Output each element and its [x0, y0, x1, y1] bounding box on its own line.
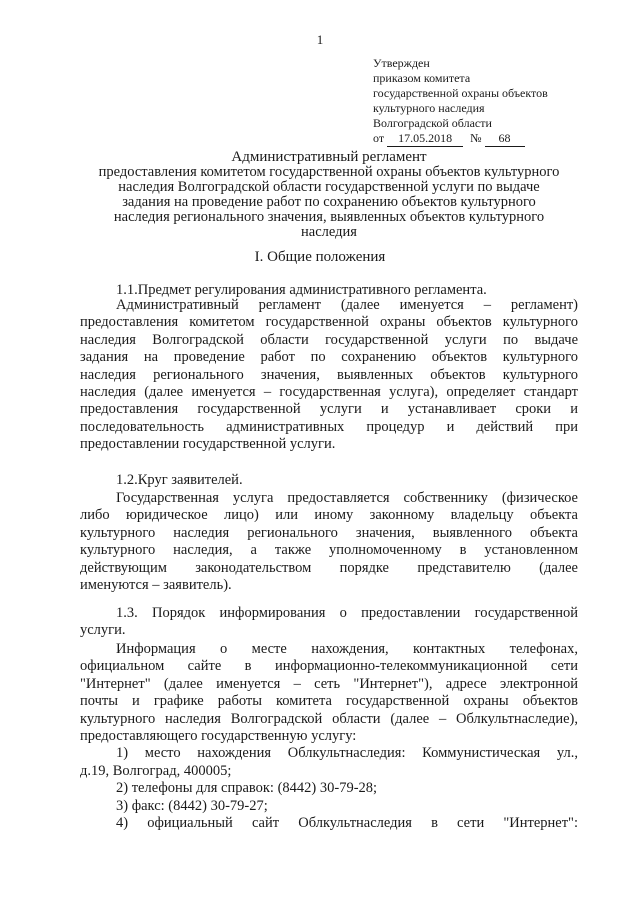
s13-line: "Интернет" (далее именуется – сеть "Интернет"), адресе электронной — [80, 675, 578, 692]
s13-line: Информация о месте нахождения, контактных телефонах, — [116, 641, 578, 657]
title-line-5: наследия регионального значения, выявленных объектов культурного — [113, 209, 545, 225]
approval-line-4: культурного наследия — [373, 101, 485, 115]
approval-line-1: Утвержден — [373, 56, 430, 70]
s12-line: культурного наследия, а также уполномоченному в установленном — [80, 542, 578, 559]
s13-line: культурного наследия Волгоградской области (далее – Облкультнаследие), — [80, 710, 578, 727]
s11-line: предоставления государственной услуги и устанавливает сроки и — [80, 401, 578, 418]
s13-heading-line-2: услуги. — [80, 622, 126, 639]
s11-line: предоставления комитетом государственной охраны объектов культурного — [80, 314, 578, 331]
s13-item-4: 4) официальный сайт Облкультнаследия в сети "Интернет": — [116, 815, 578, 832]
s11-line: предоставлении государственной услуги. — [80, 436, 336, 453]
approval-line-3: государственной охраны объектов — [373, 86, 548, 100]
approval-date: 17.05.2018 — [387, 131, 463, 147]
s13-line: предоставляющего государственную услугу: — [80, 728, 357, 745]
title-line-3: наследия Волгоградской области государственной услуги по выдаче — [118, 179, 540, 195]
s13-line: официальном сайте в информационно-телекоммуникационной сети — [80, 658, 578, 675]
date-prefix: от — [373, 131, 385, 145]
s12-line: действующим законодательством порядке представителю (далее — [80, 559, 578, 576]
approval-date-line — [373, 131, 613, 147]
document-title — [80, 150, 578, 240]
approval-stamp-block — [373, 56, 613, 147]
s13-heading — [80, 605, 578, 640]
s11-line: наследия Волгоградской области государственной услуги по выдаче — [80, 331, 578, 348]
s13-item-1-cont: д.19, Волгоград, 400005; — [80, 762, 232, 779]
s13-item-2: 2) телефоны для справок: (8442) 30-79-28; — [116, 780, 378, 797]
title-line-1: Административный регламент — [231, 149, 427, 165]
s11-paragraph — [80, 297, 578, 454]
s12-line: культурного наследия регионального значения, выявленного объекта — [80, 524, 578, 541]
approval-line-2: приказом комитета — [373, 71, 471, 85]
s12-paragraph — [80, 490, 578, 594]
number-prefix: № — [470, 131, 482, 145]
s13-heading-line-1: 1.3. Порядок информирования о предоставлении государственной — [116, 605, 578, 621]
approval-line-5: Волгоградской области — [373, 116, 492, 130]
s11-line: задания на проведение работ по сохранению объектов культурного — [80, 349, 578, 366]
section-heading: I. Общие положения — [254, 249, 386, 265]
title-line-4: задания на проведение работ по сохранению объектов культурного — [122, 194, 536, 210]
s13-item-1: 1) место нахождения Облкультнаследия: Коммунистическая ул., — [116, 745, 578, 762]
title-line-2: предоставления комитетом государственной охраны объектов культурного — [98, 164, 560, 180]
s11-line: наследия (далее именуется – государственная услуга), определяет стандарт — [80, 384, 578, 401]
s11-line: последовательность административных процедур и действий при — [80, 418, 578, 435]
s13-line: почты и графике работы комитета государственной охраны объектов — [80, 693, 578, 710]
s11-heading: 1.1.Предмет регулирования административного регламента. — [116, 282, 487, 298]
s12-heading: 1.2.Круг заявителей. — [116, 472, 243, 488]
s12-line: именуются – заявитель). — [80, 577, 232, 594]
s13-item-3: 3) факс: (8442) 30-79-27; — [116, 797, 268, 814]
s11-line: наследия регионального значения, выявленных объектов культурного — [80, 366, 578, 383]
approval-number: 68 — [485, 131, 525, 147]
s12-line: либо юридическое лицо) или иному законному владельцу объекта — [80, 507, 578, 524]
s13-paragraph — [80, 641, 578, 832]
page-number: 1 — [316, 32, 324, 47]
title-line-6: наследия — [301, 224, 357, 240]
s12-line: Государственная услуга предоставляется собственнику (физическое — [116, 490, 578, 506]
s11-line: Административный регламент (далее именуется – регламент) — [116, 297, 578, 313]
